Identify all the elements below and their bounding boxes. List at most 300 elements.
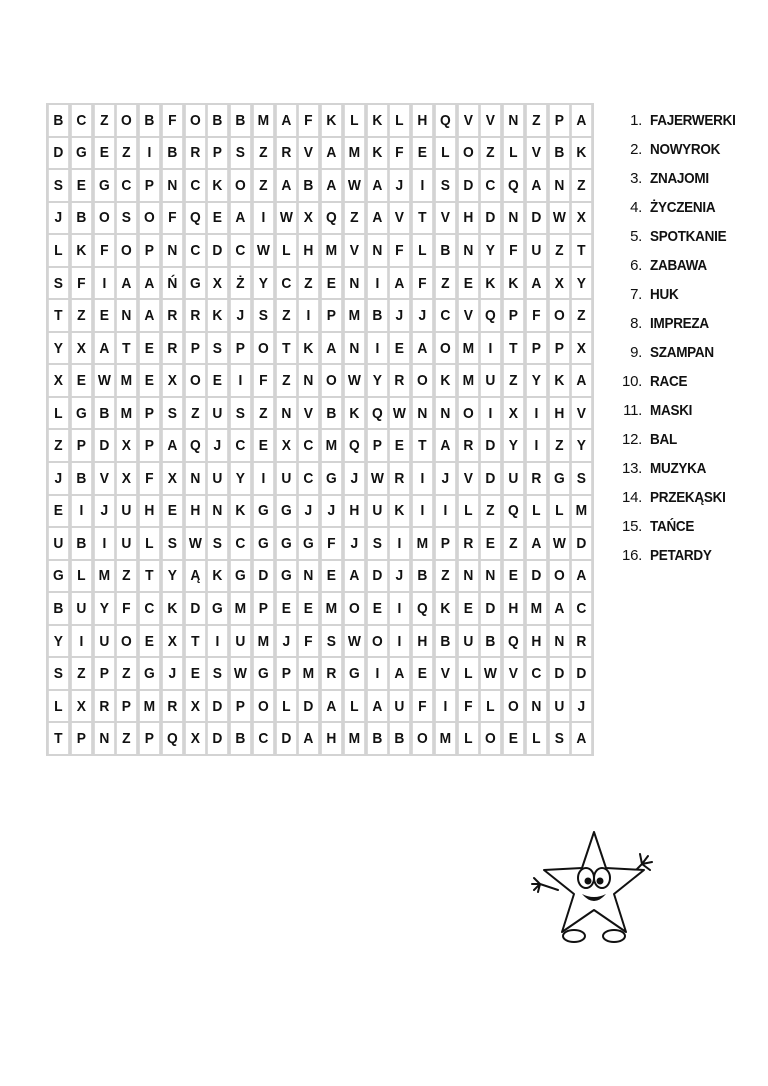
grid-cell[interactable]: D xyxy=(94,430,113,461)
grid-cell[interactable]: X xyxy=(185,691,204,722)
grid-cell[interactable]: A xyxy=(572,365,591,396)
grid-cell[interactable]: Z xyxy=(572,300,591,331)
grid-cell[interactable]: L xyxy=(527,723,546,754)
grid-cell[interactable]: E xyxy=(322,268,341,299)
grid-cell[interactable]: A xyxy=(231,203,250,234)
grid-cell[interactable]: K xyxy=(208,561,227,592)
grid-cell[interactable]: L xyxy=(276,235,295,266)
grid-cell[interactable]: P xyxy=(72,430,91,461)
grid-cell[interactable]: N xyxy=(345,333,364,364)
grid-cell[interactable]: W xyxy=(345,170,364,201)
grid-cell[interactable]: B xyxy=(481,626,500,657)
grid-cell[interactable]: Z xyxy=(527,105,546,136)
grid-cell[interactable]: E xyxy=(185,658,204,689)
grid-cell[interactable]: S xyxy=(208,333,227,364)
grid-cell[interactable]: Q xyxy=(413,593,432,624)
grid-cell[interactable]: M xyxy=(117,365,136,396)
grid-cell[interactable]: D xyxy=(572,528,591,559)
grid-cell[interactable]: Z xyxy=(549,430,568,461)
grid-cell[interactable]: N xyxy=(94,723,113,754)
grid-cell[interactable]: F xyxy=(390,138,409,169)
grid-cell[interactable]: D xyxy=(208,691,227,722)
grid-cell[interactable]: P xyxy=(185,333,204,364)
grid-cell[interactable]: X xyxy=(49,365,68,396)
grid-cell[interactable]: Z xyxy=(504,365,523,396)
grid-cell[interactable]: S xyxy=(163,528,182,559)
grid-cell[interactable]: A xyxy=(527,268,546,299)
grid-cell[interactable]: B xyxy=(390,723,409,754)
grid-cell[interactable]: E xyxy=(481,528,500,559)
grid-cell[interactable]: G xyxy=(72,138,91,169)
grid-cell[interactable]: M xyxy=(140,691,159,722)
grid-cell[interactable]: G xyxy=(345,658,364,689)
grid-cell[interactable]: K xyxy=(390,496,409,527)
grid-cell[interactable]: Z xyxy=(72,300,91,331)
grid-cell[interactable]: O xyxy=(322,365,341,396)
grid-cell[interactable]: Q xyxy=(504,496,523,527)
grid-cell[interactable]: Y xyxy=(572,268,591,299)
grid-cell[interactable]: W xyxy=(94,365,113,396)
grid-cell[interactable]: B xyxy=(436,626,455,657)
grid-cell[interactable]: E xyxy=(163,496,182,527)
grid-cell[interactable]: M xyxy=(458,333,477,364)
grid-cell[interactable]: W xyxy=(345,365,364,396)
grid-cell[interactable]: L xyxy=(49,235,68,266)
grid-cell[interactable]: L xyxy=(49,691,68,722)
grid-cell[interactable]: T xyxy=(572,235,591,266)
grid-cell[interactable]: A xyxy=(367,170,386,201)
grid-cell[interactable]: X xyxy=(185,723,204,754)
grid-cell[interactable]: V xyxy=(572,398,591,429)
grid-cell[interactable]: P xyxy=(322,300,341,331)
grid-cell[interactable]: S xyxy=(208,528,227,559)
grid-cell[interactable]: H xyxy=(299,235,318,266)
grid-cell[interactable]: B xyxy=(231,105,250,136)
grid-cell[interactable]: V xyxy=(458,463,477,494)
grid-cell[interactable]: H xyxy=(345,496,364,527)
grid-cell[interactable]: N xyxy=(549,170,568,201)
grid-cell[interactable]: L xyxy=(390,105,409,136)
grid-cell[interactable]: M xyxy=(345,138,364,169)
grid-cell[interactable]: E xyxy=(367,593,386,624)
grid-cell[interactable]: E xyxy=(276,593,295,624)
grid-cell[interactable]: A xyxy=(572,561,591,592)
grid-cell[interactable]: I xyxy=(436,691,455,722)
grid-cell[interactable]: A xyxy=(276,170,295,201)
grid-cell[interactable]: B xyxy=(163,138,182,169)
grid-cell[interactable]: W xyxy=(367,463,386,494)
grid-cell[interactable]: U xyxy=(390,691,409,722)
grid-cell[interactable]: K xyxy=(481,268,500,299)
grid-cell[interactable]: H xyxy=(322,723,341,754)
grid-cell[interactable]: J xyxy=(94,496,113,527)
grid-cell[interactable]: P xyxy=(140,398,159,429)
grid-cell[interactable]: X xyxy=(117,463,136,494)
grid-cell[interactable]: I xyxy=(94,268,113,299)
grid-cell[interactable]: E xyxy=(140,365,159,396)
grid-cell[interactable]: W xyxy=(254,235,273,266)
grid-cell[interactable]: S xyxy=(49,658,68,689)
grid-cell[interactable]: X xyxy=(163,626,182,657)
grid-cell[interactable]: E xyxy=(49,496,68,527)
grid-cell[interactable]: H xyxy=(413,105,432,136)
grid-cell[interactable]: P xyxy=(140,170,159,201)
grid-cell[interactable]: Z xyxy=(276,365,295,396)
grid-cell[interactable]: K xyxy=(345,398,364,429)
grid-cell[interactable]: G xyxy=(72,398,91,429)
grid-cell[interactable]: N xyxy=(299,365,318,396)
grid-cell[interactable]: C xyxy=(436,300,455,331)
grid-cell[interactable]: A xyxy=(345,561,364,592)
grid-cell[interactable]: A xyxy=(527,528,546,559)
grid-cell[interactable]: C xyxy=(231,235,250,266)
grid-cell[interactable]: C xyxy=(572,593,591,624)
grid-cell[interactable]: Q xyxy=(367,398,386,429)
grid-cell[interactable]: D xyxy=(481,463,500,494)
grid-cell[interactable]: T xyxy=(413,430,432,461)
grid-cell[interactable]: N xyxy=(163,235,182,266)
grid-cell[interactable]: M xyxy=(254,105,273,136)
grid-cell[interactable]: L xyxy=(345,691,364,722)
grid-cell[interactable]: O xyxy=(481,723,500,754)
grid-cell[interactable]: F xyxy=(458,691,477,722)
grid-cell[interactable]: X xyxy=(504,398,523,429)
grid-cell[interactable]: H xyxy=(504,593,523,624)
grid-cell[interactable]: Z xyxy=(254,138,273,169)
grid-cell[interactable]: I xyxy=(72,626,91,657)
grid-cell[interactable]: Q xyxy=(163,723,182,754)
grid-cell[interactable]: S xyxy=(49,170,68,201)
grid-cell[interactable]: Ą xyxy=(185,561,204,592)
grid-cell[interactable]: O xyxy=(504,691,523,722)
grid-cell[interactable]: U xyxy=(527,235,546,266)
grid-cell[interactable]: I xyxy=(231,365,250,396)
grid-cell[interactable]: O xyxy=(458,398,477,429)
grid-cell[interactable]: Z xyxy=(436,268,455,299)
grid-cell[interactable]: T xyxy=(504,333,523,364)
grid-cell[interactable]: Y xyxy=(231,463,250,494)
grid-cell[interactable]: C xyxy=(185,235,204,266)
grid-cell[interactable]: A xyxy=(549,593,568,624)
grid-cell[interactable]: Z xyxy=(254,398,273,429)
grid-cell[interactable]: Ż xyxy=(231,268,250,299)
grid-cell[interactable]: D xyxy=(185,593,204,624)
grid-cell[interactable]: N xyxy=(436,398,455,429)
grid-cell[interactable]: D xyxy=(527,203,546,234)
grid-cell[interactable]: I xyxy=(481,398,500,429)
grid-cell[interactable]: E xyxy=(72,365,91,396)
grid-cell[interactable]: W xyxy=(549,203,568,234)
grid-cell[interactable]: D xyxy=(208,723,227,754)
grid-cell[interactable]: N xyxy=(504,203,523,234)
grid-cell[interactable]: V xyxy=(458,300,477,331)
grid-cell[interactable]: O xyxy=(367,626,386,657)
grid-cell[interactable]: R xyxy=(572,626,591,657)
grid-cell[interactable]: K xyxy=(504,268,523,299)
grid-cell[interactable]: X xyxy=(276,430,295,461)
grid-cell[interactable]: I xyxy=(413,496,432,527)
grid-cell[interactable]: P xyxy=(276,658,295,689)
grid-cell[interactable]: Z xyxy=(72,658,91,689)
grid-cell[interactable]: I xyxy=(367,658,386,689)
grid-cell[interactable]: B xyxy=(72,528,91,559)
grid-cell[interactable]: X xyxy=(572,203,591,234)
grid-cell[interactable]: E xyxy=(458,593,477,624)
grid-cell[interactable]: O xyxy=(254,691,273,722)
grid-cell[interactable]: I xyxy=(436,496,455,527)
grid-cell[interactable]: F xyxy=(299,626,318,657)
grid-cell[interactable]: S xyxy=(231,138,250,169)
grid-cell[interactable]: K xyxy=(436,365,455,396)
grid-cell[interactable]: L xyxy=(527,496,546,527)
grid-cell[interactable]: F xyxy=(390,235,409,266)
grid-cell[interactable]: U xyxy=(94,626,113,657)
grid-cell[interactable]: I xyxy=(390,528,409,559)
grid-cell[interactable]: M xyxy=(527,593,546,624)
grid-cell[interactable]: M xyxy=(254,626,273,657)
grid-cell[interactable]: K xyxy=(549,365,568,396)
grid-cell[interactable]: C xyxy=(254,723,273,754)
grid-cell[interactable]: G xyxy=(276,561,295,592)
grid-cell[interactable]: D xyxy=(481,430,500,461)
grid-cell[interactable]: W xyxy=(549,528,568,559)
grid-cell[interactable]: W xyxy=(276,203,295,234)
grid-cell[interactable]: Z xyxy=(49,430,68,461)
grid-cell[interactable]: J xyxy=(345,463,364,494)
grid-cell[interactable]: F xyxy=(94,235,113,266)
grid-cell[interactable]: G xyxy=(208,593,227,624)
grid-cell[interactable]: B xyxy=(49,593,68,624)
grid-cell[interactable]: U xyxy=(549,691,568,722)
grid-cell[interactable]: Q xyxy=(504,626,523,657)
grid-cell[interactable]: J xyxy=(390,300,409,331)
grid-cell[interactable]: J xyxy=(299,496,318,527)
grid-cell[interactable]: R xyxy=(322,658,341,689)
grid-cell[interactable]: M xyxy=(413,528,432,559)
grid-cell[interactable]: Q xyxy=(322,203,341,234)
grid-cell[interactable]: I xyxy=(413,463,432,494)
grid-cell[interactable]: D xyxy=(276,723,295,754)
grid-cell[interactable]: G xyxy=(254,496,273,527)
grid-cell[interactable]: V xyxy=(94,463,113,494)
grid-cell[interactable]: E xyxy=(208,203,227,234)
grid-cell[interactable]: B xyxy=(49,105,68,136)
grid-cell[interactable]: O xyxy=(413,365,432,396)
grid-cell[interactable]: G xyxy=(140,658,159,689)
grid-cell[interactable]: D xyxy=(549,658,568,689)
grid-cell[interactable]: M xyxy=(299,658,318,689)
grid-cell[interactable]: Q xyxy=(481,300,500,331)
grid-cell[interactable]: P xyxy=(208,138,227,169)
grid-cell[interactable]: A xyxy=(572,105,591,136)
grid-cell[interactable]: N xyxy=(276,398,295,429)
grid-cell[interactable]: O xyxy=(117,235,136,266)
grid-cell[interactable]: B xyxy=(72,463,91,494)
grid-cell[interactable]: O xyxy=(549,300,568,331)
grid-cell[interactable]: K xyxy=(163,593,182,624)
grid-cell[interactable]: L xyxy=(458,723,477,754)
grid-cell[interactable]: U xyxy=(276,463,295,494)
grid-cell[interactable]: Q xyxy=(436,105,455,136)
grid-cell[interactable]: L xyxy=(72,561,91,592)
grid-cell[interactable]: A xyxy=(322,170,341,201)
grid-cell[interactable]: R xyxy=(185,138,204,169)
grid-cell[interactable]: T xyxy=(276,333,295,364)
grid-cell[interactable]: O xyxy=(117,105,136,136)
grid-cell[interactable]: T xyxy=(413,203,432,234)
grid-cell[interactable]: F xyxy=(299,105,318,136)
grid-cell[interactable]: X xyxy=(163,463,182,494)
grid-cell[interactable]: I xyxy=(72,496,91,527)
grid-cell[interactable]: B xyxy=(208,105,227,136)
grid-cell[interactable]: B xyxy=(94,398,113,429)
grid-cell[interactable]: Z xyxy=(185,398,204,429)
grid-cell[interactable]: N xyxy=(549,626,568,657)
grid-cell[interactable]: I xyxy=(390,626,409,657)
grid-cell[interactable]: N xyxy=(458,561,477,592)
grid-cell[interactable]: S xyxy=(572,463,591,494)
grid-cell[interactable]: K xyxy=(572,138,591,169)
grid-cell[interactable]: A xyxy=(276,105,295,136)
grid-cell[interactable]: P xyxy=(367,430,386,461)
grid-cell[interactable]: O xyxy=(549,561,568,592)
grid-cell[interactable]: L xyxy=(49,398,68,429)
grid-cell[interactable]: K xyxy=(231,496,250,527)
grid-cell[interactable]: I xyxy=(254,203,273,234)
grid-cell[interactable]: P xyxy=(254,593,273,624)
grid-cell[interactable]: S xyxy=(254,300,273,331)
grid-cell[interactable]: N xyxy=(481,561,500,592)
grid-cell[interactable]: Y xyxy=(481,235,500,266)
grid-cell[interactable]: H xyxy=(527,626,546,657)
grid-cell[interactable]: F xyxy=(254,365,273,396)
grid-cell[interactable]: R xyxy=(390,365,409,396)
grid-cell[interactable]: O xyxy=(254,333,273,364)
grid-cell[interactable]: M xyxy=(322,430,341,461)
grid-cell[interactable]: C xyxy=(527,658,546,689)
grid-cell[interactable]: W xyxy=(390,398,409,429)
grid-cell[interactable]: N xyxy=(367,235,386,266)
grid-cell[interactable]: N xyxy=(413,398,432,429)
grid-cell[interactable]: Z xyxy=(481,496,500,527)
grid-cell[interactable]: G xyxy=(231,561,250,592)
grid-cell[interactable]: O xyxy=(458,138,477,169)
grid-cell[interactable]: M xyxy=(322,235,341,266)
grid-cell[interactable]: A xyxy=(367,203,386,234)
grid-cell[interactable]: E xyxy=(504,723,523,754)
grid-cell[interactable]: C xyxy=(140,593,159,624)
grid-cell[interactable]: O xyxy=(117,626,136,657)
grid-cell[interactable]: N xyxy=(299,561,318,592)
grid-cell[interactable]: S xyxy=(231,398,250,429)
grid-cell[interactable]: E xyxy=(390,430,409,461)
grid-cell[interactable]: F xyxy=(413,691,432,722)
grid-cell[interactable]: L xyxy=(413,235,432,266)
grid-cell[interactable]: R xyxy=(163,333,182,364)
grid-cell[interactable]: I xyxy=(299,300,318,331)
grid-cell[interactable]: C xyxy=(276,268,295,299)
grid-cell[interactable]: E xyxy=(504,561,523,592)
grid-cell[interactable]: P xyxy=(504,300,523,331)
grid-cell[interactable]: X xyxy=(72,691,91,722)
grid-cell[interactable]: S xyxy=(208,658,227,689)
grid-cell[interactable]: Y xyxy=(254,268,273,299)
grid-cell[interactable]: L xyxy=(458,496,477,527)
grid-cell[interactable]: Q xyxy=(185,430,204,461)
grid-cell[interactable]: U xyxy=(49,528,68,559)
grid-cell[interactable]: Q xyxy=(345,430,364,461)
grid-cell[interactable]: P xyxy=(140,235,159,266)
grid-cell[interactable]: J xyxy=(231,300,250,331)
grid-cell[interactable]: P xyxy=(94,658,113,689)
grid-cell[interactable]: T xyxy=(140,561,159,592)
grid-cell[interactable]: W xyxy=(481,658,500,689)
grid-cell[interactable]: E xyxy=(322,561,341,592)
grid-cell[interactable]: A xyxy=(436,430,455,461)
grid-cell[interactable]: Ń xyxy=(163,268,182,299)
grid-cell[interactable]: R xyxy=(458,528,477,559)
grid-cell[interactable]: O xyxy=(94,203,113,234)
grid-cell[interactable]: L xyxy=(276,691,295,722)
grid-cell[interactable]: I xyxy=(481,333,500,364)
grid-cell[interactable]: A xyxy=(572,723,591,754)
grid-cell[interactable]: Y xyxy=(49,626,68,657)
grid-cell[interactable]: E xyxy=(390,333,409,364)
grid-cell[interactable]: E xyxy=(94,300,113,331)
grid-cell[interactable]: U xyxy=(481,365,500,396)
grid-cell[interactable]: M xyxy=(345,723,364,754)
grid-cell[interactable]: Y xyxy=(49,333,68,364)
grid-cell[interactable]: K xyxy=(367,105,386,136)
grid-cell[interactable]: W xyxy=(231,658,250,689)
grid-cell[interactable]: K xyxy=(436,593,455,624)
grid-cell[interactable]: J xyxy=(345,528,364,559)
grid-cell[interactable]: L xyxy=(549,496,568,527)
grid-cell[interactable]: E xyxy=(299,593,318,624)
grid-cell[interactable]: P xyxy=(436,528,455,559)
grid-cell[interactable]: A xyxy=(322,138,341,169)
grid-cell[interactable]: G xyxy=(549,463,568,494)
grid-cell[interactable]: P xyxy=(549,333,568,364)
grid-cell[interactable]: V xyxy=(458,105,477,136)
grid-cell[interactable]: L xyxy=(458,658,477,689)
grid-cell[interactable]: R xyxy=(163,691,182,722)
grid-cell[interactable]: B xyxy=(72,203,91,234)
grid-cell[interactable]: E xyxy=(140,626,159,657)
grid-cell[interactable]: H xyxy=(458,203,477,234)
grid-cell[interactable]: D xyxy=(208,235,227,266)
grid-cell[interactable]: B xyxy=(322,398,341,429)
grid-cell[interactable]: S xyxy=(117,203,136,234)
grid-cell[interactable]: L xyxy=(436,138,455,169)
grid-cell[interactable]: P xyxy=(527,333,546,364)
grid-cell[interactable]: K xyxy=(208,170,227,201)
grid-cell[interactable]: N xyxy=(458,235,477,266)
grid-cell[interactable]: Z xyxy=(572,170,591,201)
grid-cell[interactable]: B xyxy=(299,170,318,201)
grid-cell[interactable]: N xyxy=(185,463,204,494)
grid-cell[interactable]: Z xyxy=(299,268,318,299)
grid-cell[interactable]: C xyxy=(117,170,136,201)
grid-cell[interactable]: N xyxy=(163,170,182,201)
grid-cell[interactable]: F xyxy=(322,528,341,559)
grid-cell[interactable]: R xyxy=(185,300,204,331)
grid-cell[interactable]: S xyxy=(436,170,455,201)
grid-cell[interactable]: N xyxy=(527,691,546,722)
grid-cell[interactable]: U xyxy=(231,626,250,657)
grid-cell[interactable]: Z xyxy=(117,658,136,689)
grid-cell[interactable]: I xyxy=(208,626,227,657)
